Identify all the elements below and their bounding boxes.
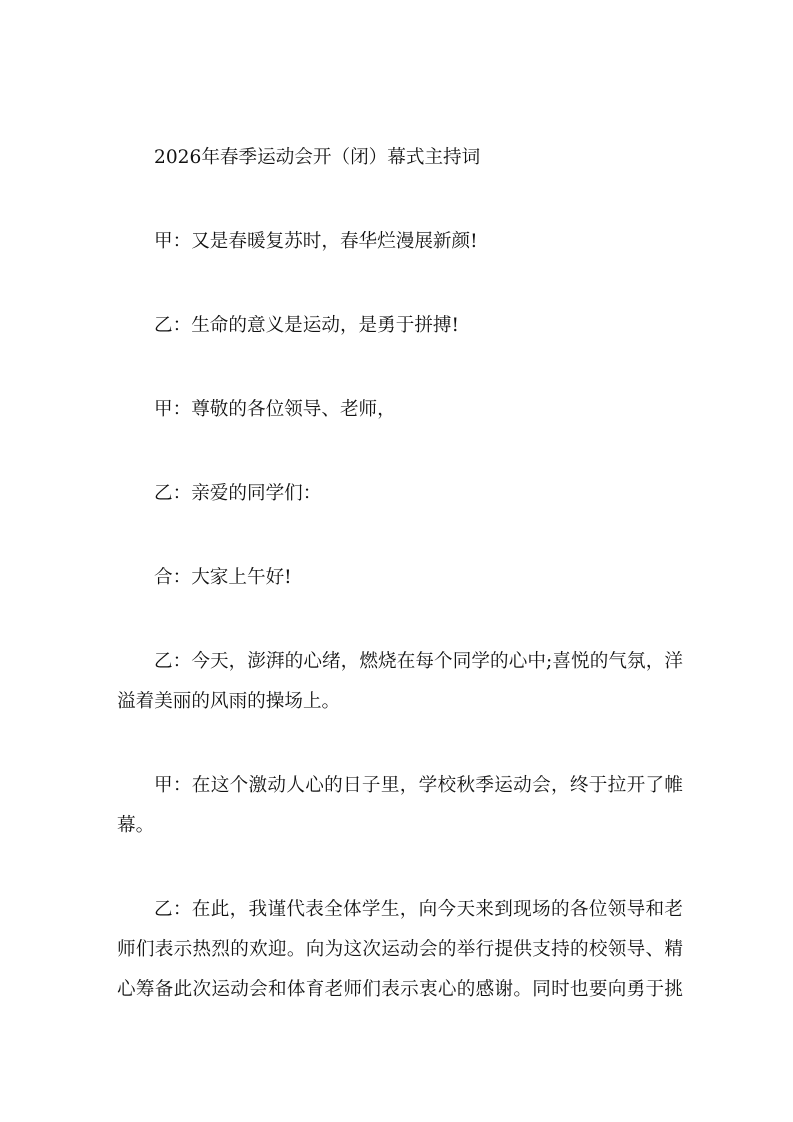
paragraph-list (117, 222, 683, 1010)
dialogue-paragraph (117, 306, 683, 346)
paragraph-line: 甲：在这个激动人心的日子里，学校秋季运动会，终于拉开了帷 (154, 775, 683, 796)
document-body (117, 138, 683, 1054)
paragraph-line: 溢着美丽的风雨的操场上。 (117, 691, 341, 712)
paragraph-line: 合：大家上午好! (154, 567, 292, 588)
dialogue-paragraph (117, 390, 683, 430)
dialogue-paragraph (117, 222, 683, 262)
paragraph-line: 乙：在此，我谨代表全体学生，向今天来到现场的各位领导和老 (154, 899, 683, 920)
dialogue-paragraph (117, 474, 683, 514)
paragraph-line: 乙：今天，澎湃的心绪，燃烧在每个同学的心中;喜悦的气氛，洋 (154, 651, 683, 672)
document-title: 2026年春季运动会开（闭）幕式主持词 (154, 147, 481, 168)
dialogue-paragraph (117, 890, 683, 1010)
paragraph-line: 乙：亲爱的同学们： (154, 483, 322, 504)
paragraph-line: 乙：生命的意义是运动，是勇于拼搏! (154, 315, 459, 336)
paragraph-line: 师们表示热烈的欢迎。向为这次运动会的举行提供支持的校领导、精 (117, 939, 683, 960)
dialogue-paragraph (117, 642, 683, 722)
paragraph-line: 甲：尊敬的各位领导、老师， (154, 399, 396, 420)
paragraph-line: 心筹备此次运动会和体育老师们表示衷心的感谢。同时也要向勇于挑 (117, 979, 683, 1000)
paragraph-line: 幕。 (117, 815, 155, 836)
paragraph-line: 甲：又是春暖复苏时，春华烂漫展新颜! (154, 231, 478, 252)
dialogue-paragraph (117, 558, 683, 598)
dialogue-paragraph (117, 766, 683, 846)
